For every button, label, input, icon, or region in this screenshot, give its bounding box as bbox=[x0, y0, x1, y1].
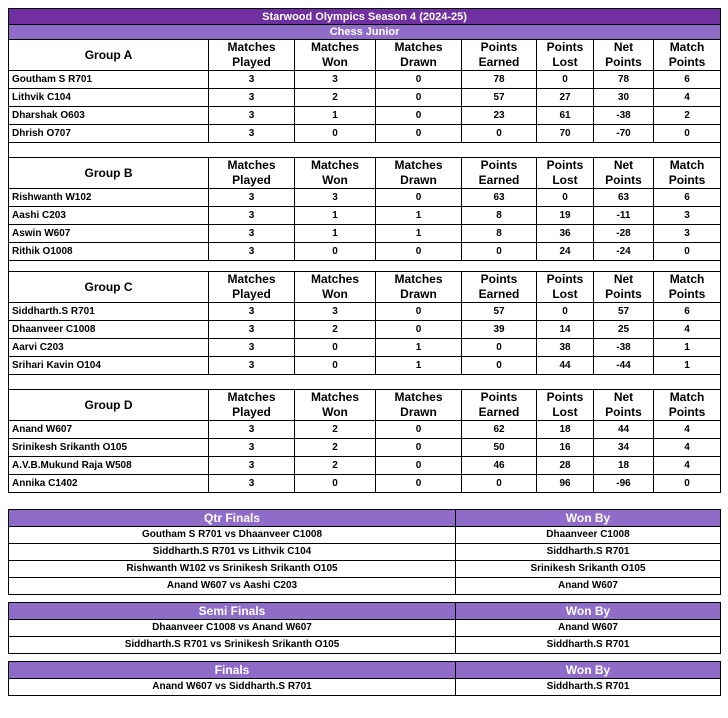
stat-drawn: 0 bbox=[376, 243, 462, 261]
column-header-line1: Points bbox=[546, 40, 584, 54]
stat-won: 0 bbox=[295, 243, 376, 261]
column-header bbox=[376, 390, 462, 421]
section-spacer bbox=[8, 595, 720, 602]
match-pairing: Rishwanth W102 vs Srinikesh Srikanth O105 bbox=[9, 561, 456, 578]
column-header-line2: Points bbox=[605, 405, 642, 419]
match-row bbox=[9, 527, 721, 544]
group-name: Group A bbox=[9, 40, 209, 71]
stat-net: 44 bbox=[594, 421, 654, 439]
stat-net: 78 bbox=[594, 71, 654, 89]
table-row bbox=[9, 321, 721, 339]
stat-lost: 0 bbox=[537, 303, 594, 321]
stat-earned: 0 bbox=[462, 243, 537, 261]
match-winner: Siddharth.S R701 bbox=[456, 679, 721, 696]
stat-mp: 4 bbox=[654, 439, 721, 457]
stat-lost: 19 bbox=[537, 207, 594, 225]
stat-won: 2 bbox=[295, 321, 376, 339]
column-header-line2: Won bbox=[322, 173, 348, 187]
player-name: Siddharth.S R701 bbox=[9, 303, 209, 321]
column-header-line1: Matches bbox=[394, 272, 443, 286]
player-name: Dhaanveer C1008 bbox=[9, 321, 209, 339]
stat-won: 3 bbox=[295, 71, 376, 89]
column-header bbox=[295, 272, 376, 303]
stat-net: 63 bbox=[594, 189, 654, 207]
stat-won: 2 bbox=[295, 421, 376, 439]
column-header-line2: Earned bbox=[478, 55, 520, 69]
column-header-line1: Match bbox=[669, 272, 705, 286]
column-header-line1: Matches bbox=[227, 390, 276, 404]
column-header-line1: Matches bbox=[227, 158, 276, 172]
stat-lost: 0 bbox=[537, 189, 594, 207]
column-header-line1: Matches bbox=[310, 390, 360, 404]
column-header-line2: Played bbox=[232, 405, 271, 419]
column-header-line2: Drawn bbox=[400, 405, 437, 419]
table-row bbox=[9, 339, 721, 357]
table-row bbox=[9, 225, 721, 243]
column-header-line2: Points bbox=[668, 405, 706, 419]
stat-won: 0 bbox=[295, 125, 376, 143]
stat-drawn: 0 bbox=[376, 439, 462, 457]
column-header-line1: Matches bbox=[310, 158, 360, 172]
stat-lost: 44 bbox=[537, 357, 594, 375]
column-header-line1: Points bbox=[546, 390, 584, 404]
player-name: Rishwanth W102 bbox=[9, 189, 209, 207]
column-header bbox=[376, 272, 462, 303]
match-pairing: Dhaanveer C1008 vs Anand W607 bbox=[9, 620, 456, 637]
stat-net: -38 bbox=[594, 339, 654, 357]
match-pairing: Siddharth.S R701 vs Srinikesh Srikanth O105 bbox=[9, 637, 456, 654]
column-header-line1: Matches bbox=[394, 390, 443, 404]
stat-earned: 57 bbox=[462, 303, 537, 321]
column-header bbox=[462, 390, 537, 421]
stat-drawn: 0 bbox=[376, 125, 462, 143]
column-header-line2: Drawn bbox=[400, 55, 437, 69]
table-row bbox=[9, 457, 721, 475]
stat-earned: 8 bbox=[462, 207, 537, 225]
stat-net: -24 bbox=[594, 243, 654, 261]
stat-drawn: 0 bbox=[376, 421, 462, 439]
player-name: Aashi C203 bbox=[9, 207, 209, 225]
table-row bbox=[9, 421, 721, 439]
match-winner: Dhaanveer C1008 bbox=[456, 527, 721, 544]
player-name: Goutham S R701 bbox=[9, 71, 209, 89]
table-row bbox=[9, 107, 721, 125]
spacer-cell bbox=[9, 375, 721, 390]
group-name: Group B bbox=[9, 158, 209, 189]
won-by-header: Won By bbox=[456, 662, 721, 679]
stat-played: 3 bbox=[209, 475, 295, 493]
column-header-line2: Played bbox=[232, 173, 271, 187]
stat-played: 3 bbox=[209, 71, 295, 89]
stat-played: 3 bbox=[209, 339, 295, 357]
table-row bbox=[9, 439, 721, 457]
column-header-line2: Earned bbox=[478, 173, 520, 187]
match-pairing: Anand W607 vs Aashi C203 bbox=[9, 578, 456, 595]
stat-earned: 57 bbox=[462, 89, 537, 107]
column-header bbox=[462, 272, 537, 303]
stat-won: 3 bbox=[295, 303, 376, 321]
column-header-line2: Points bbox=[668, 55, 706, 69]
stat-drawn: 0 bbox=[376, 321, 462, 339]
column-header-line2: Points bbox=[605, 173, 642, 187]
column-header-line2: Lost bbox=[552, 173, 578, 187]
stat-played: 3 bbox=[209, 189, 295, 207]
column-header bbox=[654, 158, 721, 189]
stat-mp: 3 bbox=[654, 225, 721, 243]
column-header bbox=[209, 272, 295, 303]
stat-won: 1 bbox=[295, 107, 376, 125]
player-name: Srihari Kavin O104 bbox=[9, 357, 209, 375]
stat-won: 0 bbox=[295, 339, 376, 357]
stat-net: -38 bbox=[594, 107, 654, 125]
stat-mp: 0 bbox=[654, 125, 721, 143]
column-header bbox=[295, 158, 376, 189]
stat-won: 2 bbox=[295, 439, 376, 457]
stat-lost: 70 bbox=[537, 125, 594, 143]
stat-lost: 36 bbox=[537, 225, 594, 243]
table-row bbox=[9, 207, 721, 225]
column-header-line1: Points bbox=[480, 40, 518, 54]
stat-net: -28 bbox=[594, 225, 654, 243]
match-row bbox=[9, 561, 721, 578]
column-header-line1: Matches bbox=[227, 40, 276, 54]
player-name: A.V.B.Mukund Raja W508 bbox=[9, 457, 209, 475]
column-header bbox=[376, 40, 462, 71]
column-header-line1: Points bbox=[480, 272, 518, 286]
stat-won: 2 bbox=[295, 457, 376, 475]
column-header-line1: Points bbox=[480, 158, 518, 172]
column-header-line2: Won bbox=[322, 55, 348, 69]
stat-lost: 18 bbox=[537, 421, 594, 439]
column-header-line2: Won bbox=[322, 405, 348, 419]
stat-earned: 46 bbox=[462, 457, 537, 475]
stat-drawn: 1 bbox=[376, 225, 462, 243]
table-row bbox=[9, 189, 721, 207]
spacer-cell bbox=[9, 261, 721, 272]
knockout-header-row bbox=[9, 603, 721, 620]
sheet-title: Starwood Olympics Season 4 (2024-25) bbox=[9, 9, 721, 25]
stat-mp: 6 bbox=[654, 303, 721, 321]
column-header bbox=[537, 158, 594, 189]
table-row bbox=[9, 71, 721, 89]
stat-mp: 6 bbox=[654, 71, 721, 89]
stat-earned: 0 bbox=[462, 357, 537, 375]
stat-drawn: 0 bbox=[376, 475, 462, 493]
stat-lost: 96 bbox=[537, 475, 594, 493]
group-spacer bbox=[9, 143, 721, 158]
player-name: Lithvik C104 bbox=[9, 89, 209, 107]
stat-lost: 61 bbox=[537, 107, 594, 125]
player-name: Rithik O1008 bbox=[9, 243, 209, 261]
stat-drawn: 1 bbox=[376, 207, 462, 225]
match-winner: Srinikesh Srikanth O105 bbox=[456, 561, 721, 578]
table-row bbox=[9, 475, 721, 493]
group-name: Group C bbox=[9, 272, 209, 303]
player-name: Annika C1402 bbox=[9, 475, 209, 493]
knockout-header-row bbox=[9, 662, 721, 679]
group-spacer bbox=[9, 375, 721, 390]
stat-net: 25 bbox=[594, 321, 654, 339]
stat-lost: 38 bbox=[537, 339, 594, 357]
player-name: Srinikesh Srikanth O105 bbox=[9, 439, 209, 457]
stage-title: Semi Finals bbox=[9, 603, 456, 620]
match-winner: Anand W607 bbox=[456, 578, 721, 595]
column-header-line1: Matches bbox=[394, 40, 443, 54]
column-header bbox=[295, 40, 376, 71]
subtitle-row bbox=[9, 25, 721, 40]
stat-mp: 4 bbox=[654, 321, 721, 339]
won-by-header: Won By bbox=[456, 510, 721, 527]
match-row bbox=[9, 637, 721, 654]
column-header-line1: Points bbox=[546, 272, 584, 286]
stat-net: 34 bbox=[594, 439, 654, 457]
group-header-row bbox=[9, 158, 721, 189]
column-header bbox=[537, 272, 594, 303]
match-winner: Anand W607 bbox=[456, 620, 721, 637]
knockout-table bbox=[8, 602, 721, 654]
column-header-line1: Net bbox=[613, 272, 634, 286]
stat-drawn: 0 bbox=[376, 107, 462, 125]
title-row bbox=[9, 9, 721, 25]
column-header-line2: Played bbox=[232, 287, 271, 301]
column-header-line1: Net bbox=[613, 390, 634, 404]
column-header-line2: Lost bbox=[552, 405, 578, 419]
match-winner: Siddharth.S R701 bbox=[456, 544, 721, 561]
player-name: Dharshak O603 bbox=[9, 107, 209, 125]
column-header bbox=[594, 40, 654, 71]
won-by-header: Won By bbox=[456, 603, 721, 620]
stat-mp: 4 bbox=[654, 457, 721, 475]
stat-earned: 63 bbox=[462, 189, 537, 207]
stat-played: 3 bbox=[209, 207, 295, 225]
column-header-line2: Drawn bbox=[400, 287, 437, 301]
knockout-section bbox=[8, 493, 720, 696]
match-row bbox=[9, 544, 721, 561]
stat-won: 1 bbox=[295, 225, 376, 243]
stat-lost: 27 bbox=[537, 89, 594, 107]
stat-mp: 6 bbox=[654, 189, 721, 207]
column-header bbox=[209, 390, 295, 421]
column-header bbox=[594, 272, 654, 303]
stat-won: 0 bbox=[295, 475, 376, 493]
stage-title: Finals bbox=[9, 662, 456, 679]
stat-played: 3 bbox=[209, 303, 295, 321]
column-header bbox=[654, 272, 721, 303]
column-header-line1: Points bbox=[480, 390, 518, 404]
column-header-line1: Matches bbox=[310, 272, 360, 286]
table-row bbox=[9, 89, 721, 107]
stat-lost: 0 bbox=[537, 71, 594, 89]
column-header-line1: Match bbox=[669, 390, 705, 404]
stat-played: 3 bbox=[209, 225, 295, 243]
stat-played: 3 bbox=[209, 439, 295, 457]
stat-played: 3 bbox=[209, 89, 295, 107]
stat-mp: 1 bbox=[654, 339, 721, 357]
stat-mp: 4 bbox=[654, 421, 721, 439]
column-header-line2: Earned bbox=[478, 287, 520, 301]
table-row bbox=[9, 357, 721, 375]
stat-mp: 2 bbox=[654, 107, 721, 125]
stat-played: 3 bbox=[209, 357, 295, 375]
stat-net: 57 bbox=[594, 303, 654, 321]
stat-played: 3 bbox=[209, 243, 295, 261]
column-header-line2: Lost bbox=[552, 287, 578, 301]
stat-lost: 16 bbox=[537, 439, 594, 457]
column-header-line1: Net bbox=[613, 40, 634, 54]
stat-won: 1 bbox=[295, 207, 376, 225]
column-header-line2: Points bbox=[605, 55, 642, 69]
stat-lost: 24 bbox=[537, 243, 594, 261]
stat-earned: 23 bbox=[462, 107, 537, 125]
column-header bbox=[537, 390, 594, 421]
player-name: Anand W607 bbox=[9, 421, 209, 439]
standings-sheet bbox=[8, 8, 720, 696]
stat-net: -96 bbox=[594, 475, 654, 493]
stat-drawn: 0 bbox=[376, 303, 462, 321]
column-header bbox=[537, 40, 594, 71]
column-header-line2: Drawn bbox=[400, 173, 437, 187]
group-header-row bbox=[9, 390, 721, 421]
stat-net: -11 bbox=[594, 207, 654, 225]
stat-lost: 28 bbox=[537, 457, 594, 475]
stat-drawn: 0 bbox=[376, 71, 462, 89]
match-pairing: Siddharth.S R701 vs Lithvik C104 bbox=[9, 544, 456, 561]
match-row bbox=[9, 679, 721, 696]
stat-earned: 0 bbox=[462, 339, 537, 357]
stat-mp: 0 bbox=[654, 475, 721, 493]
stat-played: 3 bbox=[209, 421, 295, 439]
stat-mp: 0 bbox=[654, 243, 721, 261]
group-header-row bbox=[9, 272, 721, 303]
stat-won: 2 bbox=[295, 89, 376, 107]
section-spacer bbox=[8, 654, 720, 661]
table-row bbox=[9, 243, 721, 261]
stat-earned: 50 bbox=[462, 439, 537, 457]
match-pairing: Anand W607 vs Siddharth.S R701 bbox=[9, 679, 456, 696]
column-header-line1: Match bbox=[669, 40, 705, 54]
match-row bbox=[9, 620, 721, 637]
stat-net: -44 bbox=[594, 357, 654, 375]
player-name: Aarvi C203 bbox=[9, 339, 209, 357]
stat-won: 0 bbox=[295, 357, 376, 375]
column-header-line1: Points bbox=[546, 158, 584, 172]
column-header bbox=[594, 158, 654, 189]
knockout-table bbox=[8, 661, 721, 696]
column-header-line1: Matches bbox=[227, 272, 276, 286]
column-header-line1: Net bbox=[613, 158, 634, 172]
stat-won: 3 bbox=[295, 189, 376, 207]
table-row bbox=[9, 303, 721, 321]
column-header bbox=[295, 390, 376, 421]
column-header-line2: Points bbox=[605, 287, 642, 301]
stat-earned: 39 bbox=[462, 321, 537, 339]
stat-mp: 4 bbox=[654, 89, 721, 107]
column-header-line1: Matches bbox=[394, 158, 443, 172]
column-header bbox=[654, 40, 721, 71]
sheet-subtitle: Chess Junior bbox=[9, 25, 721, 40]
column-header-line2: Played bbox=[232, 55, 271, 69]
column-header bbox=[654, 390, 721, 421]
group-standings-table bbox=[8, 8, 721, 493]
column-header-line2: Won bbox=[322, 287, 348, 301]
table-row bbox=[9, 125, 721, 143]
knockout-table bbox=[8, 509, 721, 595]
player-name: Dhrish O707 bbox=[9, 125, 209, 143]
stat-net: 30 bbox=[594, 89, 654, 107]
column-header bbox=[209, 158, 295, 189]
stat-mp: 1 bbox=[654, 357, 721, 375]
stat-drawn: 0 bbox=[376, 457, 462, 475]
stat-earned: 0 bbox=[462, 475, 537, 493]
stat-drawn: 1 bbox=[376, 357, 462, 375]
stat-mp: 3 bbox=[654, 207, 721, 225]
stat-played: 3 bbox=[209, 457, 295, 475]
knockout-header-row bbox=[9, 510, 721, 527]
stat-earned: 8 bbox=[462, 225, 537, 243]
column-header bbox=[462, 40, 537, 71]
stat-drawn: 1 bbox=[376, 339, 462, 357]
spacer-cell bbox=[9, 143, 721, 158]
stat-drawn: 0 bbox=[376, 189, 462, 207]
column-header-line2: Points bbox=[668, 287, 706, 301]
column-header-line2: Earned bbox=[478, 405, 520, 419]
column-header bbox=[376, 158, 462, 189]
column-header bbox=[209, 40, 295, 71]
column-header bbox=[462, 158, 537, 189]
column-header-line2: Points bbox=[668, 173, 706, 187]
match-pairing: Goutham S R701 vs Dhaanveer C1008 bbox=[9, 527, 456, 544]
column-header bbox=[594, 390, 654, 421]
group-name: Group D bbox=[9, 390, 209, 421]
column-header-line2: Lost bbox=[552, 55, 578, 69]
stat-earned: 78 bbox=[462, 71, 537, 89]
stage-title: Qtr Finals bbox=[9, 510, 456, 527]
column-header-line1: Matches bbox=[310, 40, 360, 54]
stat-played: 3 bbox=[209, 125, 295, 143]
group-header-row bbox=[9, 40, 721, 71]
column-header-line1: Match bbox=[669, 158, 705, 172]
stat-played: 3 bbox=[209, 321, 295, 339]
stat-played: 3 bbox=[209, 107, 295, 125]
stat-lost: 14 bbox=[537, 321, 594, 339]
stat-net: -70 bbox=[594, 125, 654, 143]
stat-drawn: 0 bbox=[376, 89, 462, 107]
match-row bbox=[9, 578, 721, 595]
stat-net: 18 bbox=[594, 457, 654, 475]
stat-earned: 0 bbox=[462, 125, 537, 143]
stat-earned: 62 bbox=[462, 421, 537, 439]
match-winner: Siddharth.S R701 bbox=[456, 637, 721, 654]
player-name: Aswin W607 bbox=[9, 225, 209, 243]
group-spacer bbox=[9, 261, 721, 272]
section-spacer bbox=[8, 493, 720, 509]
